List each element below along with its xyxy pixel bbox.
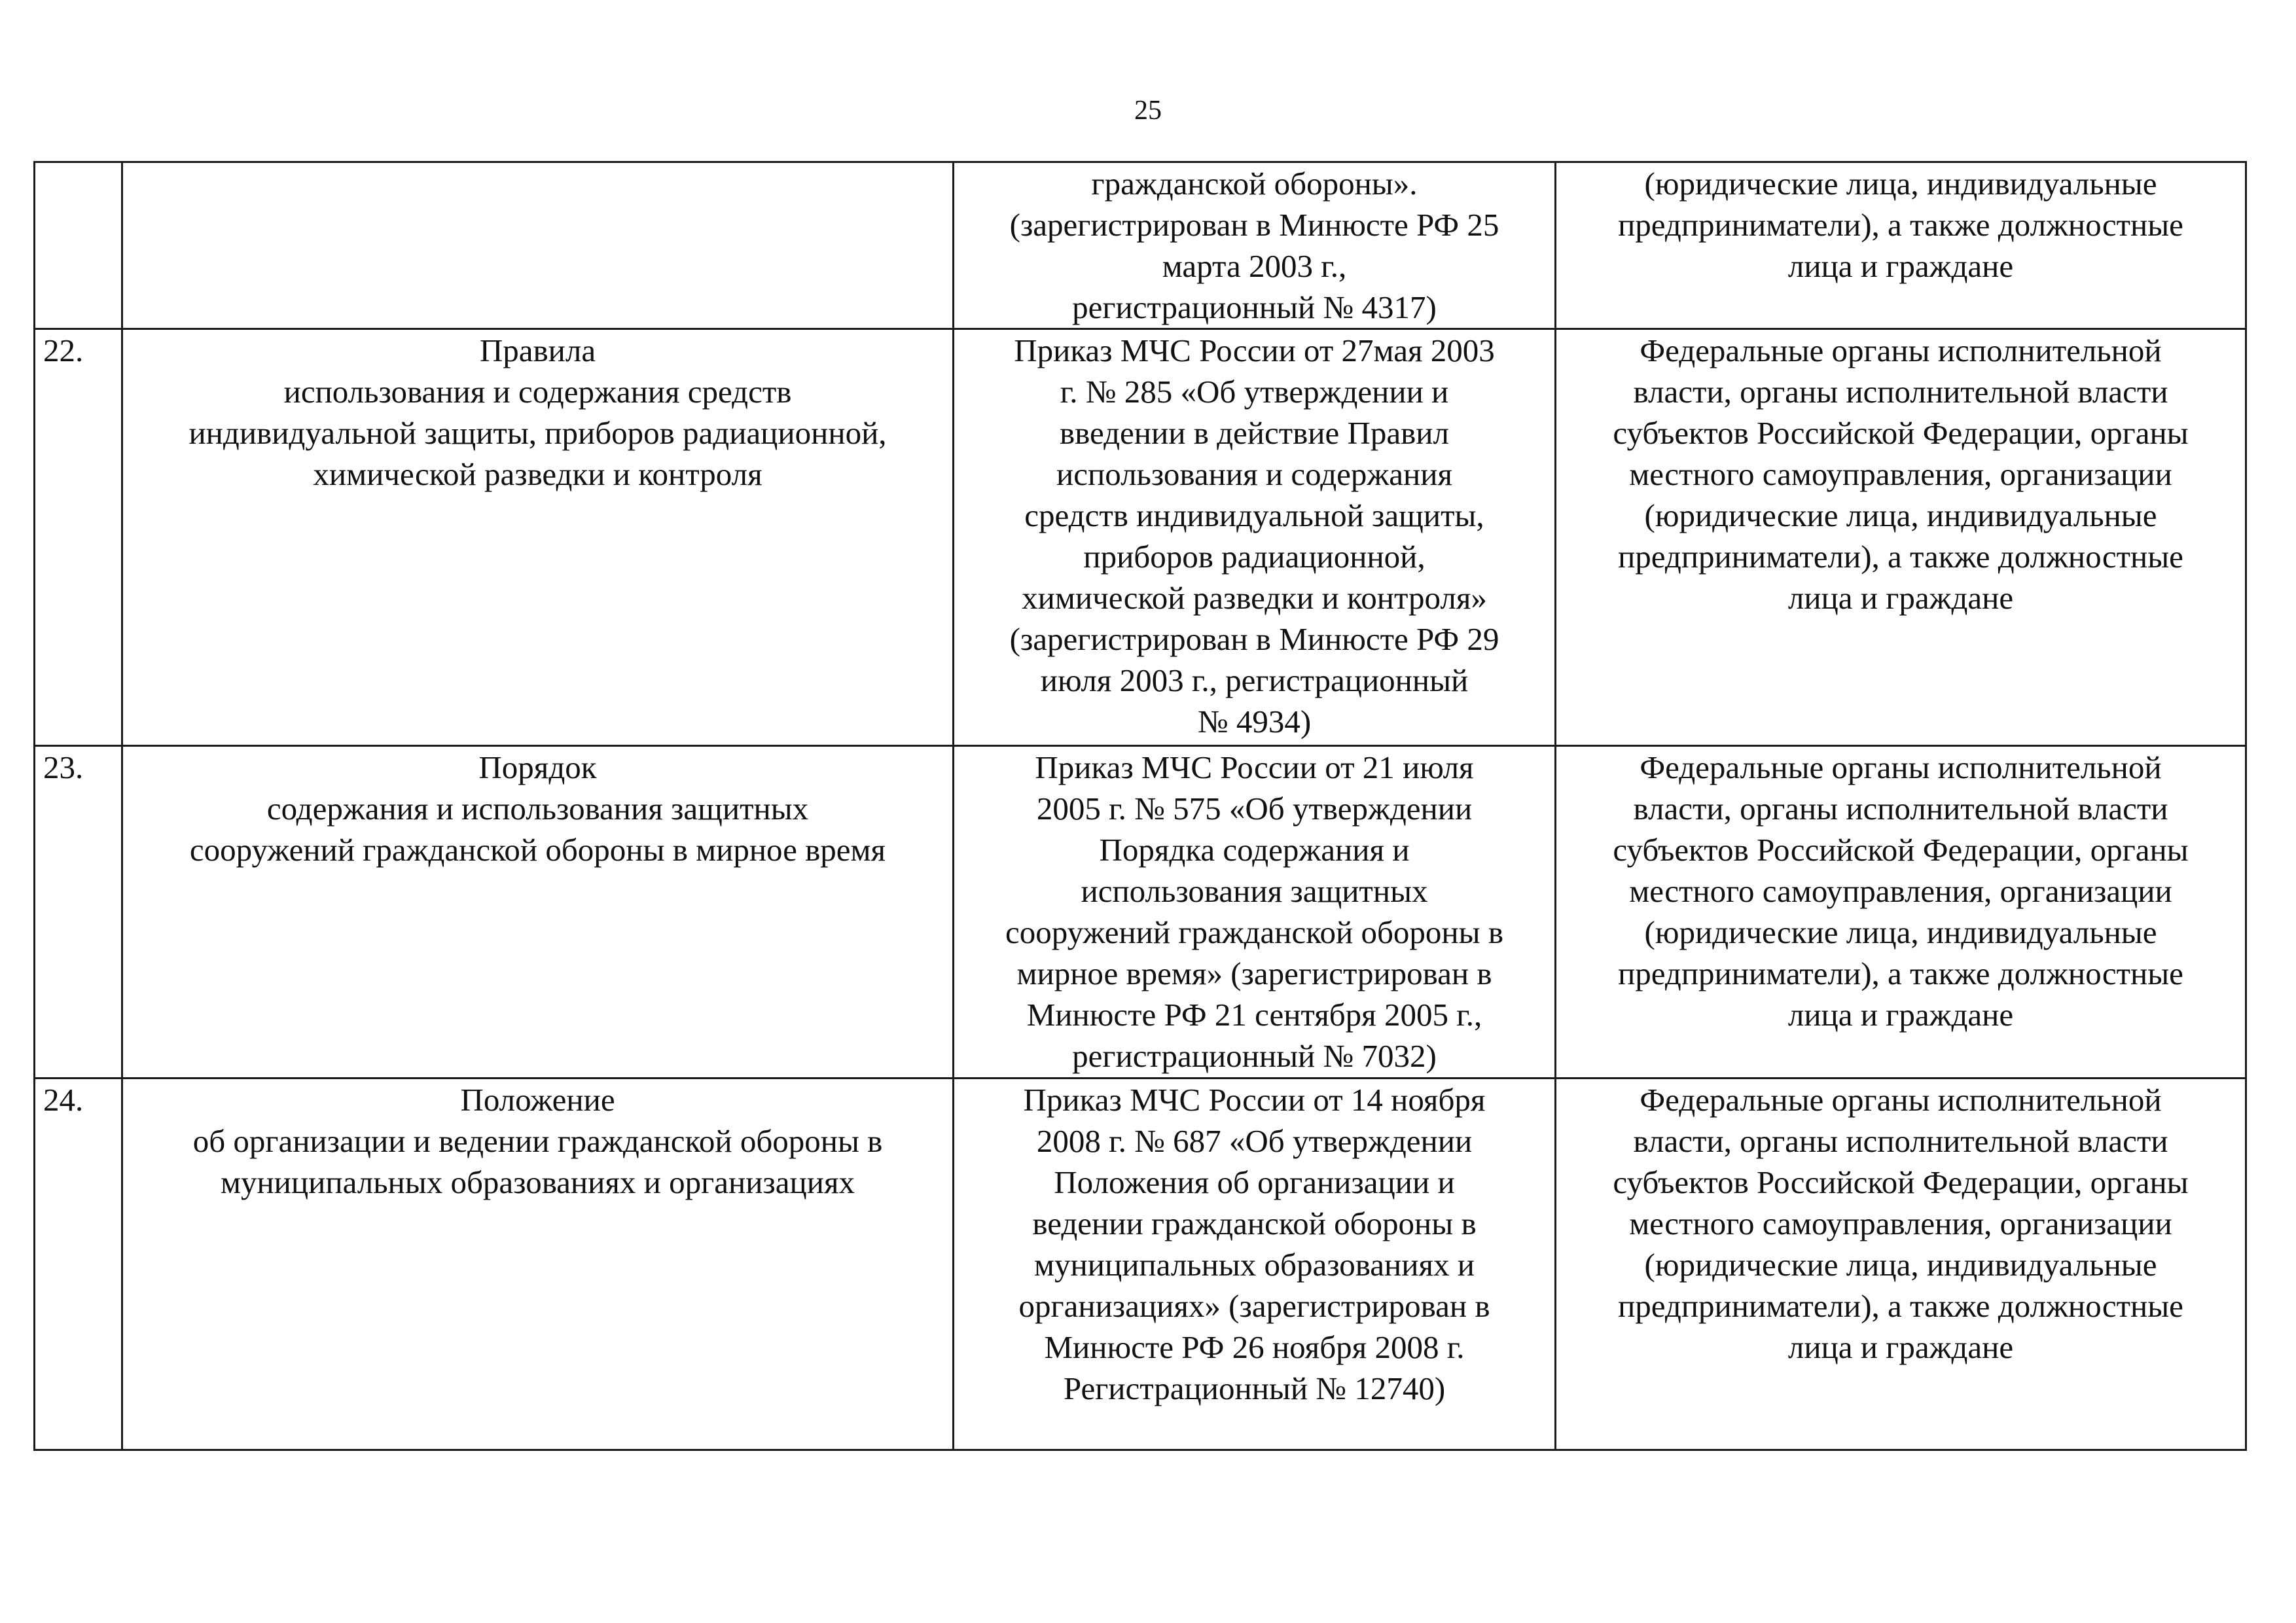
applies-to-line: (юридические лица, индивидуальные [1644,166,2157,202]
applies-to-cell [1556,329,2246,746]
document-name-line: муниципальных образованиях и организациях [220,1164,855,1200]
legal-act-line: использования и содержания [1056,456,1452,492]
legal-act-cell [954,1079,1556,1450]
legal-act-line: 2005 г. № 575 «Об утверждении [1036,791,1473,827]
row-number-cell: 23. [35,746,122,1079]
applies-to-line: местного самоуправления, организации [1629,873,2172,909]
legal-act-line: июля 2003 г., регистрационный [1040,662,1469,698]
applies-to-cell [1556,1079,2246,1450]
legal-act-line: Минюсте РФ 26 ноября 2008 г. [1044,1329,1465,1365]
row-number-cell: 24. [35,1079,122,1450]
legal-act-line: средств индивидуальной защиты, [1024,497,1484,533]
applies-to-line: власти, органы исполнительной власти [1633,1123,2168,1159]
legal-act-line: регистрационный № 4317) [1072,289,1437,325]
document-name-cell [122,329,954,746]
legal-act-line: организациях» (зарегистрирован в [1018,1288,1490,1324]
legal-act-line: гражданской обороны». [1091,166,1418,202]
legal-act-line: Минюсте РФ 21 сентября 2005 г., [1026,997,1482,1033]
applies-to-line: (юридические лица, индивидуальные [1644,497,2157,533]
legal-act-line: использования защитных [1081,873,1428,909]
applies-to-cell [1556,162,2246,329]
applies-to-line: предприниматели), а также должностные [1618,955,2183,991]
table-row-continuation [35,162,2246,329]
table-row [35,746,2246,1079]
document-name-cell [122,162,954,329]
applies-to-line: субъектов Российской Федерации, органы [1613,1164,2189,1200]
document-name-line: Правила [479,332,596,368]
legal-act-line: № 4934) [1197,704,1312,740]
applies-to-line: субъектов Российской Федерации, органы [1613,415,2189,451]
legal-act-line: Приказ МЧС России от 27мая 2003 [1014,332,1495,368]
applies-to-line: местного самоуправления, организации [1629,456,2172,492]
legal-act-line: регистрационный № 7032) [1072,1038,1437,1074]
document-name-line: Порядок [478,749,597,785]
legal-act-line: (зарегистрирован в Минюсте РФ 25 [1009,207,1499,243]
document-name-line: использования и содержания средств [283,374,792,410]
legal-act-line: муниципальных образованиях и [1034,1247,1475,1283]
row-number-cell: 22. [35,329,122,746]
legal-act-line: Приказ МЧС России от 21 июля [1035,749,1474,785]
legal-act-line: химической разведки и контроля» [1022,580,1487,616]
legal-act-line: Приказ МЧС России от 14 ноября [1023,1082,1486,1118]
document-name-line: сооружений гражданской обороны в мирное время [189,832,886,868]
legal-act-line: ведении гражданской обороны в [1032,1205,1477,1241]
legal-act-line: сооружений гражданской обороны в [1005,914,1503,950]
document-name-line: об организации и ведении гражданской обороны в [192,1123,883,1159]
applies-to-line: лица и граждане [1787,997,2014,1033]
legal-act-line: Регистрационный № 12740) [1063,1370,1446,1406]
legal-act-cell [954,329,1556,746]
document-name-line: химической разведки и контроля [313,456,762,492]
applies-to-line: власти, органы исполнительной власти [1633,374,2168,410]
applies-to-line: власти, органы исполнительной власти [1633,791,2168,827]
applies-to-line: предприниматели), а также должностные [1618,539,2183,575]
page-number: 25 [1134,96,1162,126]
table-row [35,329,2246,746]
applies-to-line: лица и граждане [1787,580,2014,616]
applies-to-line: лица и граждане [1787,1329,2014,1365]
regulations-table [33,161,2247,1451]
legal-act-line: г. № 285 «Об утверждении и [1060,374,1449,410]
document-name-line: индивидуальной защиты, приборов радиационной, [188,415,887,451]
applies-to-line: субъектов Российской Федерации, органы [1613,832,2189,868]
applies-to-line: Федеральные органы исполнительной [1640,1082,2162,1118]
applies-to-cell [1556,746,2246,1079]
table-row [35,1079,2246,1450]
legal-act-line: введении в действие Правил [1060,415,1449,451]
applies-to-line: предприниматели), а также должностные [1618,1288,2183,1324]
legal-act-line: марта 2003 г., [1162,248,1347,284]
legal-act-line: приборов радиационной, [1083,539,1426,575]
applies-to-line: Федеральные органы исполнительной [1640,749,2162,785]
legal-act-line: (зарегистрирован в Минюсте РФ 29 [1009,621,1499,657]
legal-act-line: Порядка содержания и [1099,832,1410,868]
applies-to-line: предприниматели), а также должностные [1618,207,2183,243]
legal-act-line: 2008 г. № 687 «Об утверждении [1036,1123,1473,1159]
applies-to-line: местного самоуправления, организации [1629,1205,2172,1241]
applies-to-line: лица и граждане [1787,248,2014,284]
document-name-cell [122,746,954,1079]
legal-act-line: мирное время» (зарегистрирован в [1016,955,1492,991]
legal-act-cell [954,746,1556,1079]
document-name-line: содержания и использования защитных [266,791,809,827]
row-number-cell [35,162,122,329]
document-name-line: Положение [460,1082,615,1118]
applies-to-line: (юридические лица, индивидуальные [1644,1247,2157,1283]
applies-to-line: (юридические лица, индивидуальные [1644,914,2157,950]
legal-act-line: Положения об организации и [1054,1164,1455,1200]
applies-to-line: Федеральные органы исполнительной [1640,332,2162,368]
legal-act-cell [954,162,1556,329]
document-name-cell [122,1079,954,1450]
